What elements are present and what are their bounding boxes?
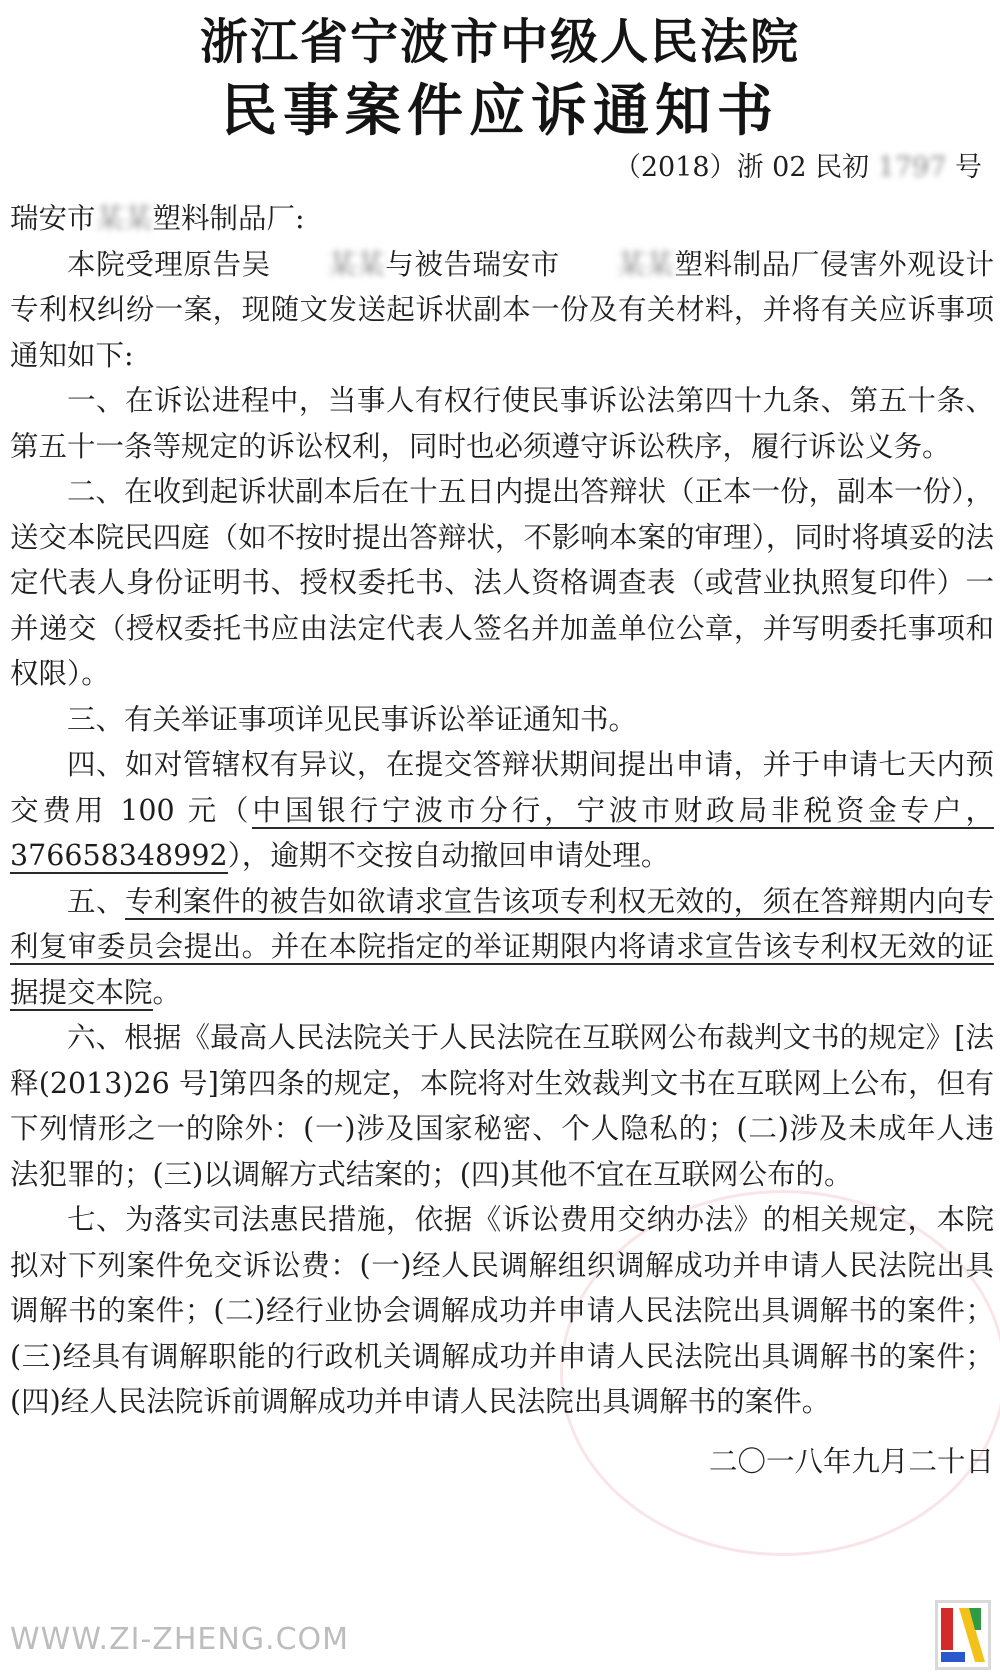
defendant-redacted: 某某 [616, 247, 674, 281]
patent-invalidation-underlined: 专利案件的被告如欲请求宣告该项专利权无效的，须在答辩期内向专利复审委员会提出。并在本院指定的举证期限内将请求宣告该专利权无效的证据提交本院 [10, 884, 994, 1009]
logo-red-segment [941, 1608, 953, 1650]
addressee-redacted: 某某 [95, 202, 153, 235]
item-six: 六、根据《最高人民法院关于人民法院在互联网公布裁判文书的规定》[法释(2013)26 号]第四条的规定，本院将对生效裁判文书在互联网上公布，但有下列情形之一的除外：(一)涉及国家秘密、个人隐私的；(二)涉及未成年人违法犯罪的；(三)以调解方式结案的；(四)其他不宜在互联网公布的。 [10, 1021, 994, 1191]
court-name: 浙江省宁波市中级人民法院 [199, 14, 800, 70]
footer-watermark: WWW.ZI-ZHENG.COM [10, 1622, 350, 1657]
item-four [10, 742, 994, 879]
intro-part-3: 塑料制品厂侵害外观设计专利权纠纷一案，现随文发送起诉状副本一份及有关材料，并将有关应诉事项通知如下: [10, 247, 994, 372]
intro-paragraph [10, 242, 994, 379]
plaintiff-redacted: 某某 [327, 247, 385, 281]
document-title: 民事案件应诉通知书 [221, 79, 779, 144]
addressee-pre: 瑞安市 [10, 202, 96, 235]
intro-part-2: 与被告瑞安市 [384, 247, 560, 281]
item-one: 一、在诉讼进程中，当事人有权行使民事诉讼法第四十九条、第五十条、第五十一条等规定的诉讼权利，同时也必须遵守诉讼秩序，履行诉讼义务。 [10, 384, 994, 463]
case-number [614, 150, 982, 186]
case-number-suffix: 号 [946, 152, 982, 183]
case-number-prefix: （2018）浙 02 民初 [613, 152, 878, 183]
logo-blue-segment [941, 1652, 965, 1662]
bank-account-underlined: 中国银行宁波市分行，宁波市财政局非税资金专户，376658348992 [10, 793, 994, 872]
issue-date: 二〇一八年九月二十日 [708, 1444, 994, 1478]
item-four-lead: 四、如对管辖权有异议，在提交答辩状期间提出申请，并于申请七天内预交费用 100 元（ [10, 748, 994, 827]
item-five-lead: 五、 [67, 884, 125, 918]
notice-body [10, 196, 994, 1484]
site-logo-icon [935, 1600, 991, 1670]
intro-part-1: 本院受理原告吴 [67, 247, 271, 281]
addressee [10, 196, 994, 242]
case-number-redacted: 1797 [877, 152, 947, 183]
item-seven: 七、为落实司法惠民措施，依据《诉讼费用交纳办法》的相关规定，本院拟对下列案件免交诉讼费：(一)经人民调解组织调解成功并申请人民法院出具调解书的案件；(二)经行业协会调解成功并申请人民法院出具调解书的案件；(三)经具有调解职能的行政机关调解成功并申请人民法院出具调解书的案件；(四)经人民法院诉前调解成功并申请人民法院出具调解书的案件。 [10, 1203, 994, 1418]
item-two: 二、在收到起诉状副本后在十五日内提出答辩状（正本一份，副本一份），送交本院民四庭（如不按时提出答辩状，不影响本案的审理），同时将填妥的法定代表人身份证明书、授权委托书、法人资格调查表（或营业执照复印件）一并递交（授权委托书应由法定代表人签名并加盖单位公章，并写明委托事项和权限）。 [10, 475, 994, 690]
item-four-tail: ），逾期不交按自动撤回申请处理。 [227, 839, 670, 872]
addressee-post: 塑料制品厂: [152, 202, 305, 235]
item-five [10, 879, 994, 1016]
item-three: 三、有关举证事项详见民事诉讼举证通知书。 [67, 702, 638, 736]
item-five-tail: 。 [152, 975, 182, 1009]
